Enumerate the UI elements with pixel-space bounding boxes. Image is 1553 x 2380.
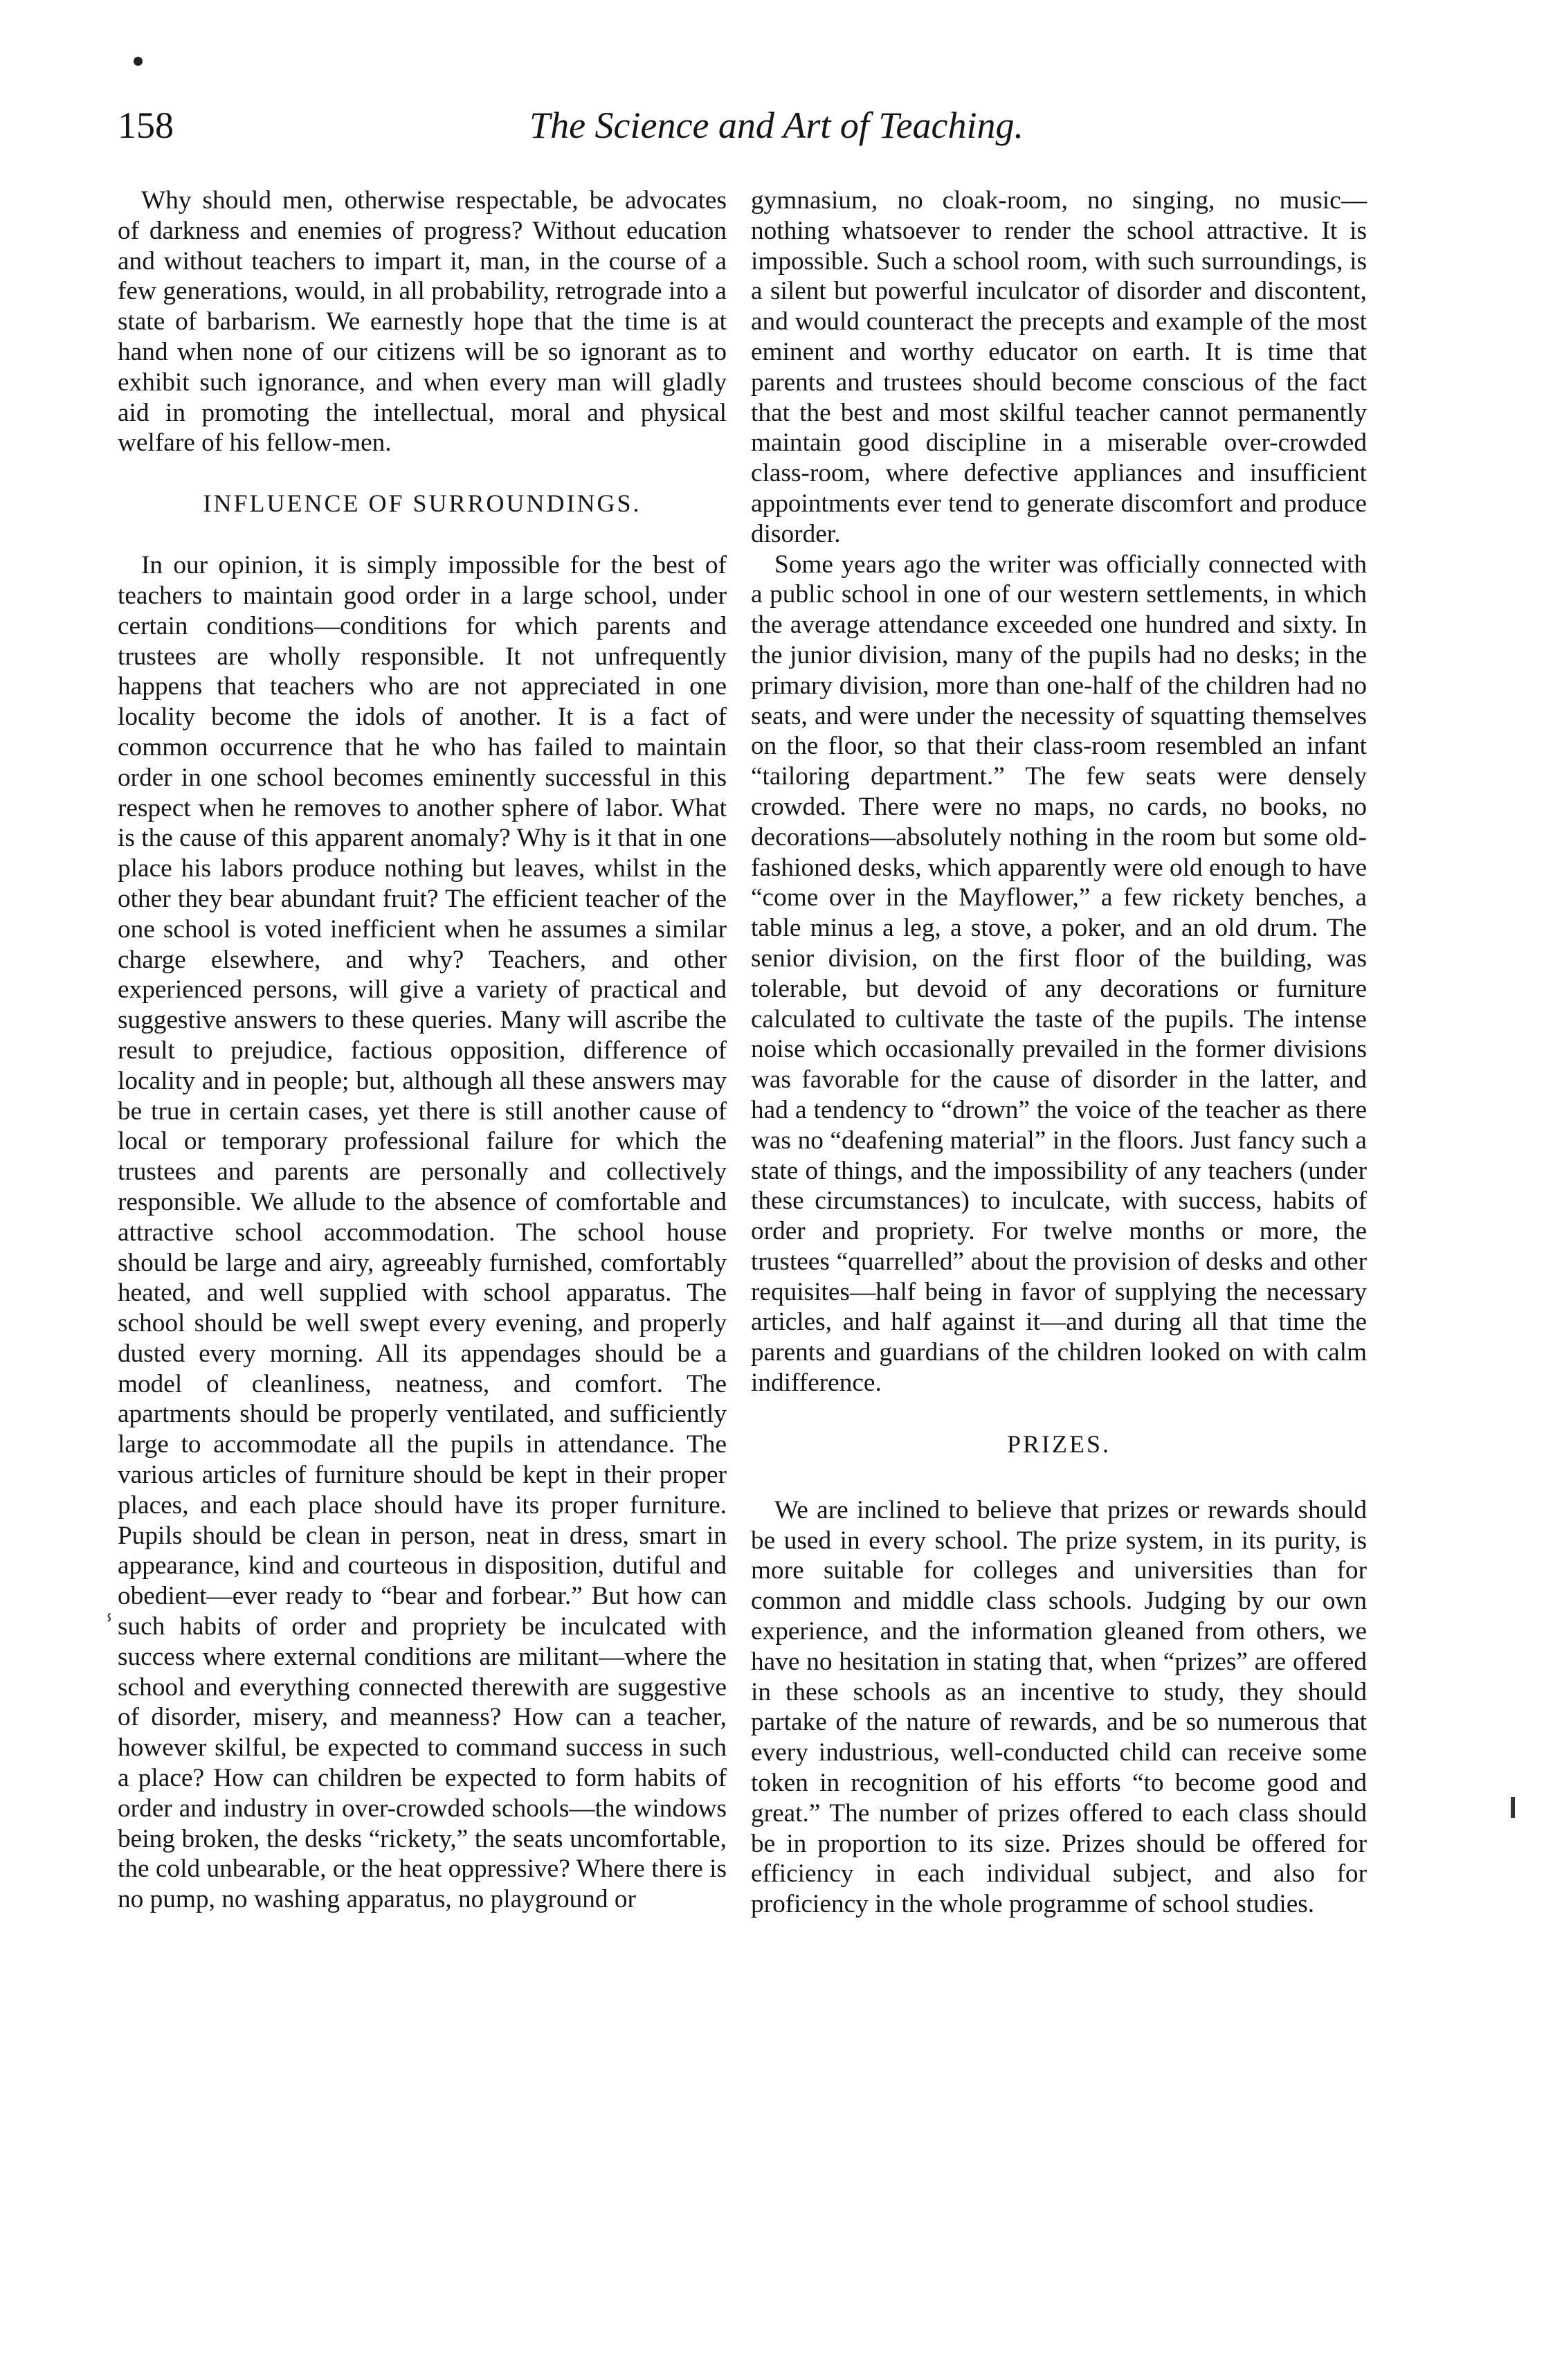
paragraph: In our opinion, it is simply impossible for the best of teachers to maintain good order in a large school, under certain conditions—conditions for which parents and trustees are wholly responsible. It not unfrequently happens that teachers who are not appreciated in one locality become the idols of another. It is a fact of common occurrence that he who has failed to maintain order in one school becomes eminently successful in this respect when he removes to another sphere of labor. What is the cause of this apparent anomaly? Why is it that in one place his labors produce nothing but leaves, whilst in the other they bear abundant fruit? The efficient teacher of the one school is voted inefficient when he assumes a similar charge elsewhere, and why? Teachers, and other experienced persons, will give a variety of practical and suggestive answers to these queries. Many will ascribe the result to prejudice, factious opposition, difference of locality and in people; but, although all these answers may be true in certain cases, yet there is still another cause of local or temporary professional failure for which the trustees and parents are personally and collectively responsible. We allude to the absence of comfortable and attractive school accommodation. The school house should be large and airy, agreeably furnished, comfortably heated, and well supplied with school apparatus. The school should be well swept every evening, and properly dusted every morning. All its appendages should be a model of cleanliness, neatness, and comfort. The apartments should be properly ventilated, and sufficiently large to accommodate all the pupils in attendance. The various articles of furniture should be kept in their proper places, and each place should have its proper furniture. Pupils should be clean in person, neat in dress, smart in appearance, kind and courteous in disposition, dutiful and obedient—ever ready to “bear and forbear.” But how can such habits of order and propriety be inculcated with success where external conditions are militant—where the school and everything connected therewith are suggestive of disorder, misery, and meanness? How can a teacher, however skilful, be expected to command success in such a place? How can children be expected to form habits of order and industry in over-crowded schools—the windows being broken, the desks “rickety,” the seats uncomfortable, the cold unbearable, or the heat oppressive? Where there is no pump, no washing apparatus, no playground or — [118, 551, 727, 1914]
ink-mark: ⸯ — [102, 1616, 116, 1642]
section-heading: INFLUENCE OF SURROUNDINGS. — [203, 489, 642, 518]
paragraph: Why should men, otherwise respectable, be advocates of darkness and enemies of progress? Without education and without teachers to impart it, man, in the course of a few generations, would, in all probability, retrograde into a state of barbarism. We earnestly hope that the time is at hand when none of our citizens will be so ignorant as to exhibit such ignorance, and when every man will gladly aid in promoting the intellectual, moral and physical welfare of his fellow-men. — [118, 186, 727, 458]
ink-dot — [134, 57, 143, 66]
section-heading: PRIZES. — [1006, 1430, 1111, 1458]
page-number: 158 — [118, 105, 174, 146]
paragraph: Some years ago the writer was officially connected with a public school in one of our western settlements, in which the average attendance exceeded one hundred and sixty. In the junior division, many of the pupils had no desks; in the primary division, more than one-half of the children had no seats, and were under the necessity of squatting themselves on the floor, so that their class-room resembled an infant “tailoring department.” The few seats were densely crowded. There were no maps, no cards, no books, no decorations—absolutely nothing in the room but some old-fashioned desks, which apparently were old enough to have “come over in the Mayflower,” a few rickety benches, a table minus a leg, a stove, a poker, and an old drum. The senior division, on the first floor of the building, was tolerable, but devoid of any decorations or furniture calculated to cultivate the taste of the pupils. The intense noise which occasionally prevailed in the former divisions was favorable for the cause of disorder in the latter, and had a tendency to “drown” the voice of the teacher as there was no “deafening material” in the floors. Just fancy such a state of things, and the impossibility of any teachers (under these circumstances) to inculcate, with success, habits of order and propriety. For twelve months or more, the trustees “quarrelled” about the provision of desks and other requisites—half being in favor of supplying the necessary articles, and half against it—and during all that time the parents and guardians of the children looked on with calm indifference. — [751, 550, 1367, 1398]
margin-mark — [1511, 1797, 1515, 1818]
left-column — [118, 186, 727, 1915]
paragraph: gymnasium, no cloak-room, no singing, no music—nothing whatsoever to render the school attractive. It is impossible. Such a school room, with such surroundings, is a silent but powerful inculcator of disorder and discontent, and would counteract the precepts and example of the most eminent and worthy educator on earth. It is time that parents and trustees should become conscious of the fact that the best and most skilful teacher cannot permanently maintain good discipline in a miserable over-crowded class-room, where defective appliances and insufficient appointments ever tend to generate discomfort and produce disorder. — [751, 186, 1367, 548]
paragraph: We are inclined to believe that prizes or rewards should be used in every school. The prize system, in its purity, is more suitable for colleges and universities than for common and middle class schools. Judging by our own experience, and the information gleaned from others, we have no hesitation in stating that, when “prizes” are offered in these schools as an incentive to study, they should partake of the nature of rewards, and be so numerous that every industrious, well-conducted child can receive some token in recognition of his efforts “to become good and great.” The number of prizes offered to each class should be in proportion to its size. Prizes should be offered for efficiency in each individual subject, and also for proficiency in the whole programme of school studies. — [751, 1495, 1367, 1919]
right-column — [751, 186, 1367, 1920]
running-title: The Science and Art of Teaching. — [529, 105, 1024, 146]
